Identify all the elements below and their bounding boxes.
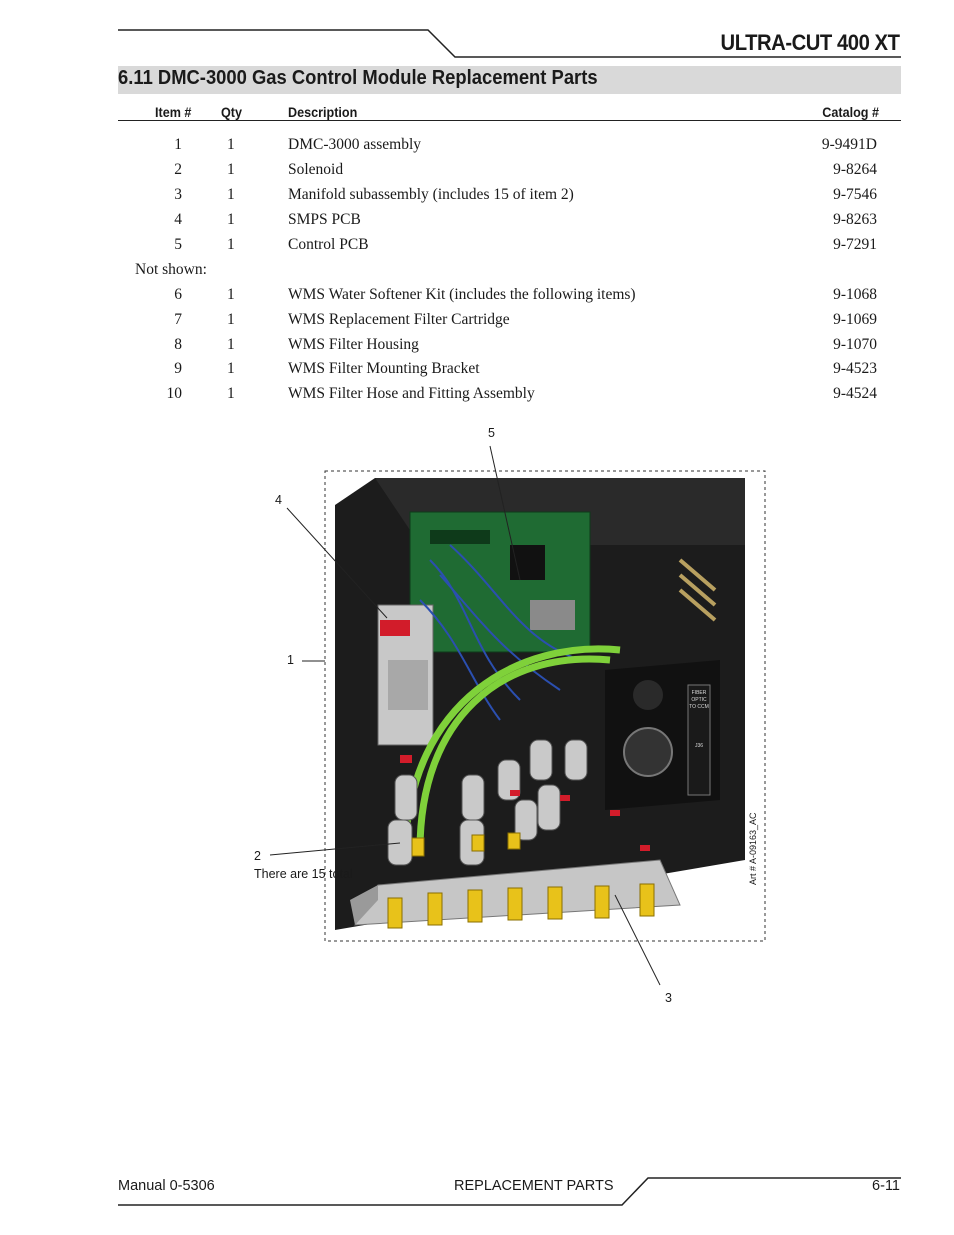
header-rule-line [118,120,901,121]
dmc-3000-module-figure [0,420,954,1020]
cell-description: WMS Filter Hose and Fitting Assembly [288,385,535,402]
cell-qty: 1 [227,161,235,178]
panel-label-2: OPTIC [691,697,707,703]
cell-description: Manifold subassembly (includes 15 of item 2) [288,186,574,203]
footer-page-number: 6-11 [872,1178,900,1194]
cell-catalog: 9-4524 [833,385,877,402]
cell-qty: 1 [227,311,235,328]
cell-description: WMS Filter Housing [288,336,419,353]
panel-label-3: TO CCM [689,704,709,710]
cell-item: 5 [174,236,182,253]
table-row [0,136,954,161]
cell-item: 10 [166,385,182,402]
table-row [0,286,954,311]
col-header-catalog: Catalog # [822,104,879,120]
table-row [0,336,954,361]
table-row [0,236,954,261]
cell-qty: 1 [227,186,235,203]
cell-qty: 1 [227,360,235,377]
cell-item: 4 [174,211,182,228]
cell-qty: 1 [227,286,235,303]
cell-catalog: 9-4523 [833,360,877,377]
cell-catalog: 9-1068 [833,286,877,303]
cell-qty: 1 [227,385,235,402]
table-row [0,186,954,211]
cell-item: 9 [174,360,182,377]
panel-label-1: FIBER [691,690,707,696]
section-title: 6.11 DMC-3000 Gas Control Module Replacement Parts [118,67,598,89]
cell-description: WMS Replacement Filter Cartridge [288,311,510,328]
brand-title: ULTRA-CUT 400 XT [720,30,899,55]
callout-3: 3 [665,991,672,1005]
callout-1: 1 [287,653,294,667]
cell-qty: 1 [227,236,235,253]
cell-description: WMS Water Softener Kit (includes the following items) [288,286,636,303]
cell-qty: 1 [227,136,235,153]
cell-qty: 1 [227,211,235,228]
panel-label-4: J36 [694,743,704,749]
cell-item: 1 [174,136,182,153]
cell-item: 8 [174,336,182,353]
table-row [0,161,954,186]
cell-item: 2 [174,161,182,178]
callout-5: 5 [488,426,495,440]
table-row [0,211,954,236]
table-row [0,311,954,336]
cell-item: 3 [174,186,182,203]
cell-item: 6 [174,286,182,303]
col-header-item: Item # [155,104,192,120]
cell-catalog: 9-8263 [833,211,877,228]
cell-catalog: 9-8264 [833,161,877,178]
cell-catalog: 9-7546 [833,186,877,203]
table-row [0,385,954,410]
not-shown-label: Not shown: [135,261,207,278]
cell-catalog: 9-1069 [833,311,877,328]
callout-2-note: There are 15 total [254,867,353,881]
col-header-description: Description [288,104,358,120]
cell-description: Control PCB [288,236,369,253]
cell-description: DMC-3000 assembly [288,136,422,153]
cell-catalog: 9-1070 [833,336,877,353]
footer-chapter: REPLACEMENT PARTS [454,1178,614,1194]
table-row [0,360,954,385]
art-number: Art # A-09163_AC [748,812,758,885]
callout-2: 2 [254,849,261,863]
cell-description: Solenoid [288,161,344,178]
cell-qty: 1 [227,336,235,353]
cell-description: SMPS PCB [288,211,361,228]
cell-description: WMS Filter Mounting Bracket [288,360,480,377]
callout-4: 4 [275,493,282,507]
cell-item: 7 [174,311,182,328]
cell-catalog: 9-7291 [833,236,877,253]
footer-manual-number: Manual 0-5306 [118,1178,215,1194]
col-header-qty: Qty [221,104,243,120]
cell-catalog: 9-9491D [821,136,877,153]
